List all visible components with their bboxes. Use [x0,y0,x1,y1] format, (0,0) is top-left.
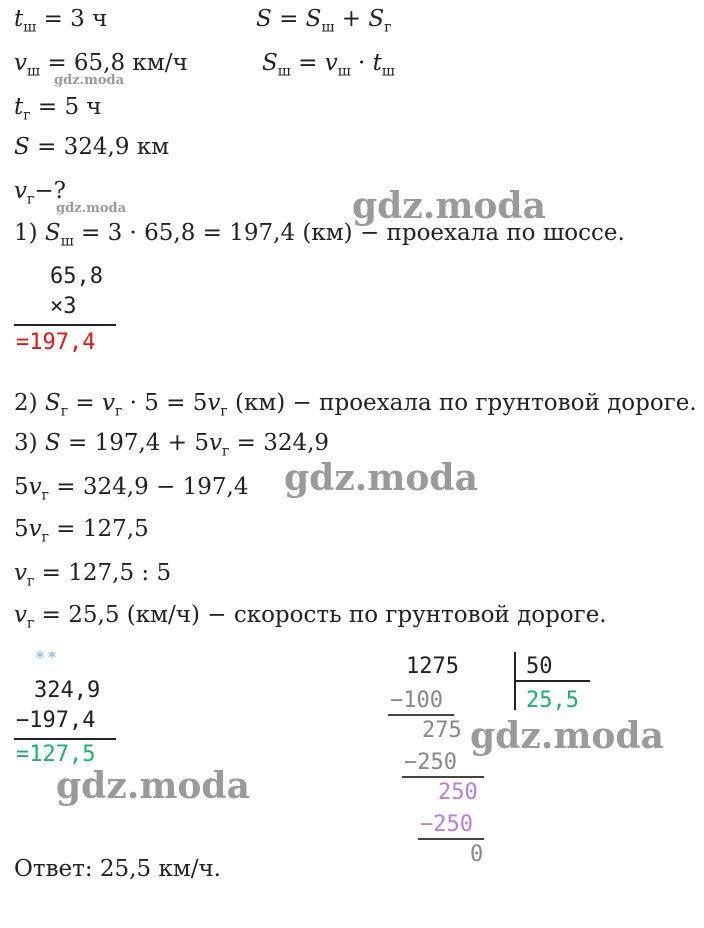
mult-b: ×3 [50,294,77,319]
div-sub-2: −250 [404,750,457,775]
subtr-rule [14,738,116,740]
step-1: 1) $S_ш = 3 \cdot 65,8 = 197,4$ (км) − проехала по шоссе. [14,220,625,250]
div-rule-3 [418,838,484,840]
div-rem-2: 250 [438,780,478,805]
subtr-b: −197,4 [16,708,96,733]
div-rem-3: 0 [470,842,484,867]
div-rule-1 [388,714,454,716]
div-divisor-rule [516,680,590,682]
div-quotient: 25,5 [526,688,579,713]
mult-result: =197,4 [16,330,96,355]
watermark-small-2: gdz.moda [56,201,127,216]
watermark-big-2: gdz.moda [284,457,478,499]
mult-rule [14,324,116,326]
div-sub-3: −250 [420,812,473,837]
formula-sum: $S = S_ш + S_г$ [256,6,392,36]
given-s: S = 324,9 км [14,134,170,160]
given-v-sh: $v_ш = 65,8$ км/ч [14,50,188,80]
subtr-stars: ** [36,648,60,667]
watermark-big-1: gdz.moda [352,185,546,227]
eq-4: $v_г = 25,5$ (км/ч) − скорость по грунтовой дороге. [14,602,607,632]
div-rem-1: 275 [422,718,462,743]
step-3: 3) $S = 197,4 + 5v_г = 324,9$ [14,430,330,460]
given-v-g: $v_г-$? [14,178,66,208]
formula-s-sh: $S_ш = v_ш \cdot t_ш$ [262,50,395,80]
eq-1: $5v_г = 324,9 - 197,4$ [14,474,249,504]
watermark-big-4: gdz.moda [56,765,250,807]
subtr-a: 324,9 [34,678,101,703]
eq-3: $v_г = 127,5$ : 5 [14,560,172,590]
answer: Ответ: 25,5 км/ч. [14,856,221,882]
mult-a: 65,8 [50,264,103,289]
eq-2: $5v_г = 127,5$ [14,516,149,546]
div-sub-1: −100 [390,688,443,713]
given-t-g: $t_г = 5$ ч [14,94,102,124]
watermark-big-3: gdz.moda [470,715,664,757]
div-divisor: 50 [526,654,553,679]
div-rule-2 [402,776,484,778]
div-dividend: 1275 [406,654,459,679]
subtr-result: =127,5 [16,742,96,767]
given-t-sh: $t_ш = 3$ ч [14,6,108,36]
watermark-small-1: gdz.moda [54,73,125,88]
step-2: 2) $S_г = v_г \cdot 5 = 5v_г$ (км) − проехала по грунтовой дороге. [14,390,697,420]
